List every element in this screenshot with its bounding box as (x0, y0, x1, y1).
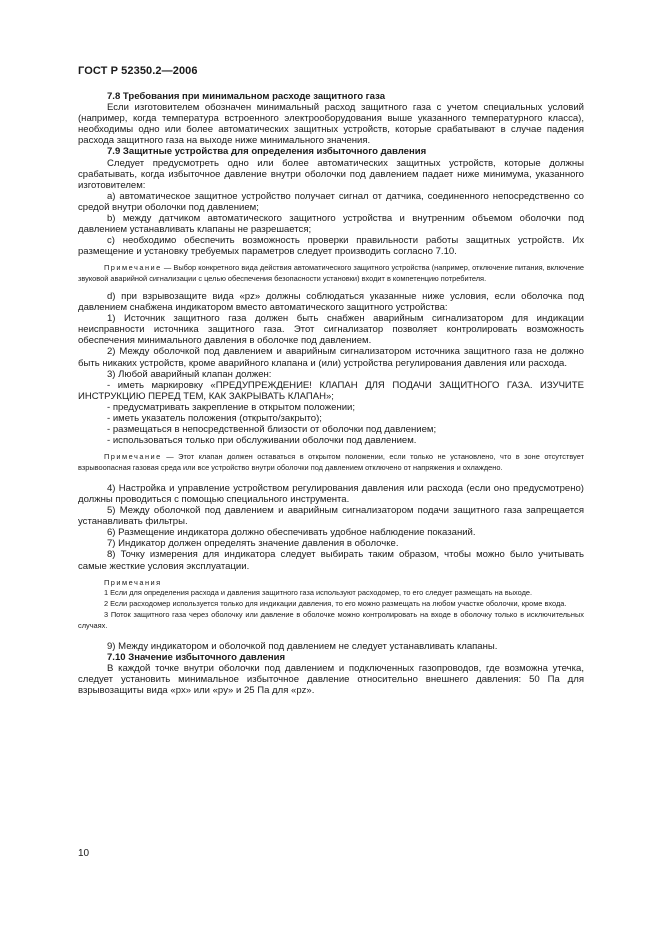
item-d-3-bullet-5: - использоваться только при обслуживании оболочки под давлением. (107, 435, 417, 447)
item-d-4: 4) Настройка и управление устройством регулирования давления или расхода (если оно предусмотрено) должны проводиться с помощью специального инструмента. (78, 482, 584, 505)
item-d-8: 8) Точку измерения для индикатора следует выбирать таким образом, чтобы можно было учитывать самые жесткие условия эксплуатации. (78, 549, 584, 572)
item-d-1: 1) Источник защитного газа должен быть снабжен аварийным сигнализатором для индикации неисправности источника защитного газа. Этот сигнализатор позволяет контролировать возможность обеспечения минимального давления в оболочке под давлением. (78, 313, 584, 347)
note-1-label: Примечание (104, 263, 162, 273)
item-c: c) необходимо обеспечить возможность проверки правильности работы защитных устройств. Их размещение и установку требуемых параметров следует производить согласно 7.10. (78, 235, 584, 258)
note-1 (78, 263, 584, 285)
document-header: ГОСТ Р 52350.2—2006 (78, 65, 198, 77)
section-7-10-paragraph: В каждой точке внутри оболочки под давлением и подключенных газопроводов, где возможна утечка, следует установить минимальное избыточное давление относительно внешнего давления: 50 Па для взрывозащиты вида «px» или «py» и 25 Па для «pz». (78, 662, 584, 697)
item-d-3-bullet-1: - иметь маркировку «ПРЕДУПРЕЖДЕНИЕ! КЛАПАН ДЛЯ ПОДАЧИ ЗАЩИТНОГО ГАЗА. ИЗУЧИТЕ ИНСТРУКЦИЮ ПЕРЕД ТЕМ, КАК ЗАКРЫВАТЬ КЛАПАН»; (78, 379, 584, 402)
notes-3-label (78, 578, 584, 589)
item-b: b) между датчиком автоматического защитного устройства и внутренним объемом оболочки под давлением устанавливать клапаны не разрешается; (78, 213, 584, 236)
item-a: a) автоматическое защитное устройство получает сигнал от датчика, соединенного непосредственно со средой внутри оболочки под давлением; (78, 190, 584, 213)
note-1-text: — Выбор конкретного вида действия автоматического защитного устройства (например, отключение питания, включение звуковой аварийной сигнализации с целью обеспечения безопасности установки) входит в компетенцию потребителя. (78, 263, 584, 284)
section-7-8-heading: 7.8 Требования при минимальном расходе защитного газа (107, 91, 386, 102)
note-2 (78, 452, 584, 474)
section-7-9-heading: 7.9 Защитные устройства для определения избыточного давления (107, 146, 427, 158)
item-d: d) при взрывозащите вида «pz» должны соблюдаться указанные ниже условия, если оболочка под давлением снабжена индикатором вместо автоматического защитного устройства: (78, 291, 584, 314)
notes-3-item-1: 1 Если для определения расхода и давления защитного газа используют расходомер, то его следует размещать на выходе. (104, 588, 533, 598)
item-d-3-bullet-2: - предусматривать закрепление в открытом положении; (107, 401, 356, 413)
item-d-7: 7) Индикатор должен определять значение давления в оболочке. (107, 538, 399, 550)
section-7-9-paragraph: Следует предусмотреть одно или более автоматических защитных устройств, которые должны срабатывать, когда избыточное давление внутри оболочки под давлением падает ниже минимума, указанного изготовителем: (78, 157, 584, 191)
item-d-3-bullet-4: - размещаться в непосредственной близости от оболочки под давлением; (107, 424, 437, 436)
note-2-label: Примечание (104, 452, 162, 462)
note-2-text: — Этот клапан должен оставаться в открытом положении, если только не установлено, что в зоне отсутствует взрывоопасная газовая среда или все устройство внутри оболочки под давлением отключено от напряжения и охлаждено. (78, 452, 584, 473)
item-d-2: 2) Между оболочкой под давлением и аварийным сигнализатором источника защитного газа не должно быть никаких устройств, кроме аварийного клапана и (или) устройства регулирования давления или расхода. (78, 346, 584, 369)
item-d-3: 3) Любой аварийный клапан должен: (107, 368, 272, 380)
notes-3-item-3: 3 Поток защитного газа через оболочку или давление в оболочке можно контролировать на входе в оболочку только в исключительных случаях. (78, 610, 584, 630)
page-number: 10 (78, 848, 90, 859)
item-d-3-bullet-3: - иметь указатель положения (открыто/закрыто); (107, 413, 322, 425)
notes-3-item-2: 2 Если расходомер используется только для индикации давления, то его можно размещать на любом участке оболочки, кроме входа. (104, 599, 567, 609)
document-body (78, 91, 584, 696)
item-d-6: 6) Размещение индикатора должно обеспечивать удобное наблюдение показаний. (107, 527, 476, 539)
section-7-10-heading: 7.10 Значение избыточного давления (107, 651, 286, 663)
item-d-5: 5) Между оболочкой под давлением и аварийным сигнализатором подачи защитного газа запрещается устанавливать фильтры. (78, 505, 584, 528)
notes-3-label-text: Примечания (104, 577, 162, 587)
item-d-9: 9) Между индикатором и оболочкой под давлением не следует устанавливать клапаны. (107, 640, 498, 652)
section-7-8-paragraph: Если изготовителем обозначен минимальный расход защитного газа с учетом специальных условий (например, когда температура встроенного электрооборудования выше указанного температурного класса), необходимы одно или более автоматических защитных устройств, которые срабатывают в случае падения расхода защитного газа на выходе ниже минимального значения. (78, 102, 584, 147)
